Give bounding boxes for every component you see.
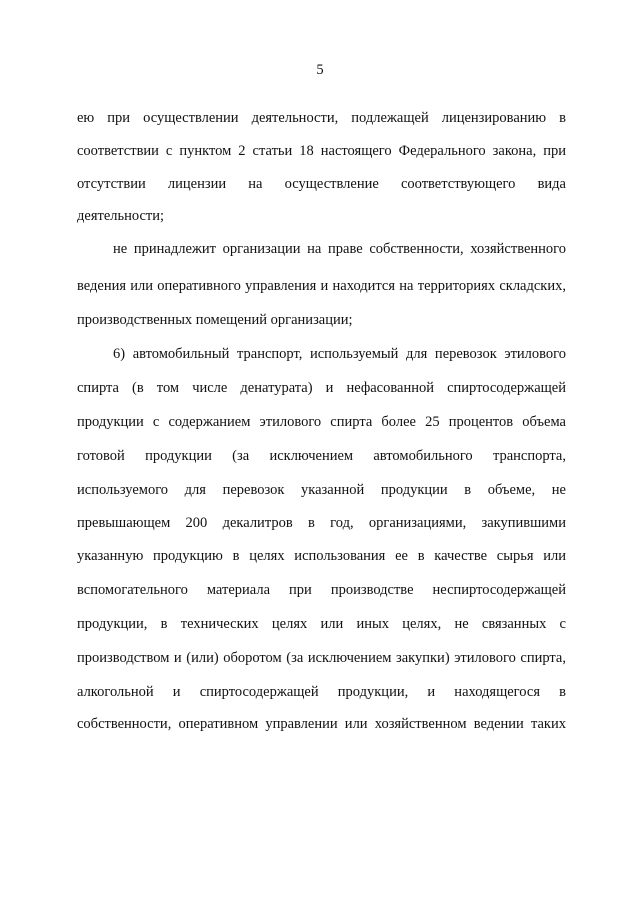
text-line: алкогольной и спиртосодержащей продукции, и находящегося в	[77, 684, 566, 700]
text-line: производственных помещений организации;	[77, 312, 353, 328]
text-line: используемого для перевозок указанной продукции в объеме, не	[77, 482, 566, 498]
text-line: продукции, в технических целях или иных целях, не связанных с	[77, 616, 566, 632]
text-line: производством и (или) оборотом (за исключением закупки) этилового спирта,	[77, 650, 566, 666]
text-line: отсутствии лицензии на осуществление соответствующего вида	[77, 176, 566, 192]
text-line: собственности, оперативном управлении или хозяйственном ведении таких	[77, 716, 566, 732]
text-line: спирта (в том числе денатурата) и нефасованной спиртосодержащей	[77, 380, 566, 396]
text-line: ею при осуществлении деятельности, подлежащей лицензированию в	[77, 110, 566, 126]
text-line: 6) автомобильный транспорт, используемый для перевозок этилового	[113, 346, 566, 362]
text-line: не принадлежит организации на праве собственности, хозяйственного	[113, 241, 566, 257]
text-line: превышающем 200 декалитров в год, организациями, закупившими	[77, 515, 566, 531]
text-line: деятельности;	[77, 208, 165, 224]
text-line: готовой продукции (за исключением автомобильного транспорта,	[77, 448, 566, 464]
text-line: продукции с содержанием этилового спирта более 25 процентов объема	[77, 414, 566, 430]
page-number: 5	[316, 62, 324, 78]
text-line: указанную продукцию в целях использования ее в качестве сырья или	[77, 548, 566, 564]
text-line: соответствии с пунктом 2 статьи 18 настоящего Федерального закона, при	[77, 143, 566, 159]
text-line: ведения или оперативного управления и находится на территориях складских,	[77, 278, 566, 294]
text-line: вспомогательного материала при производстве неспиртосодержащей	[77, 582, 566, 598]
